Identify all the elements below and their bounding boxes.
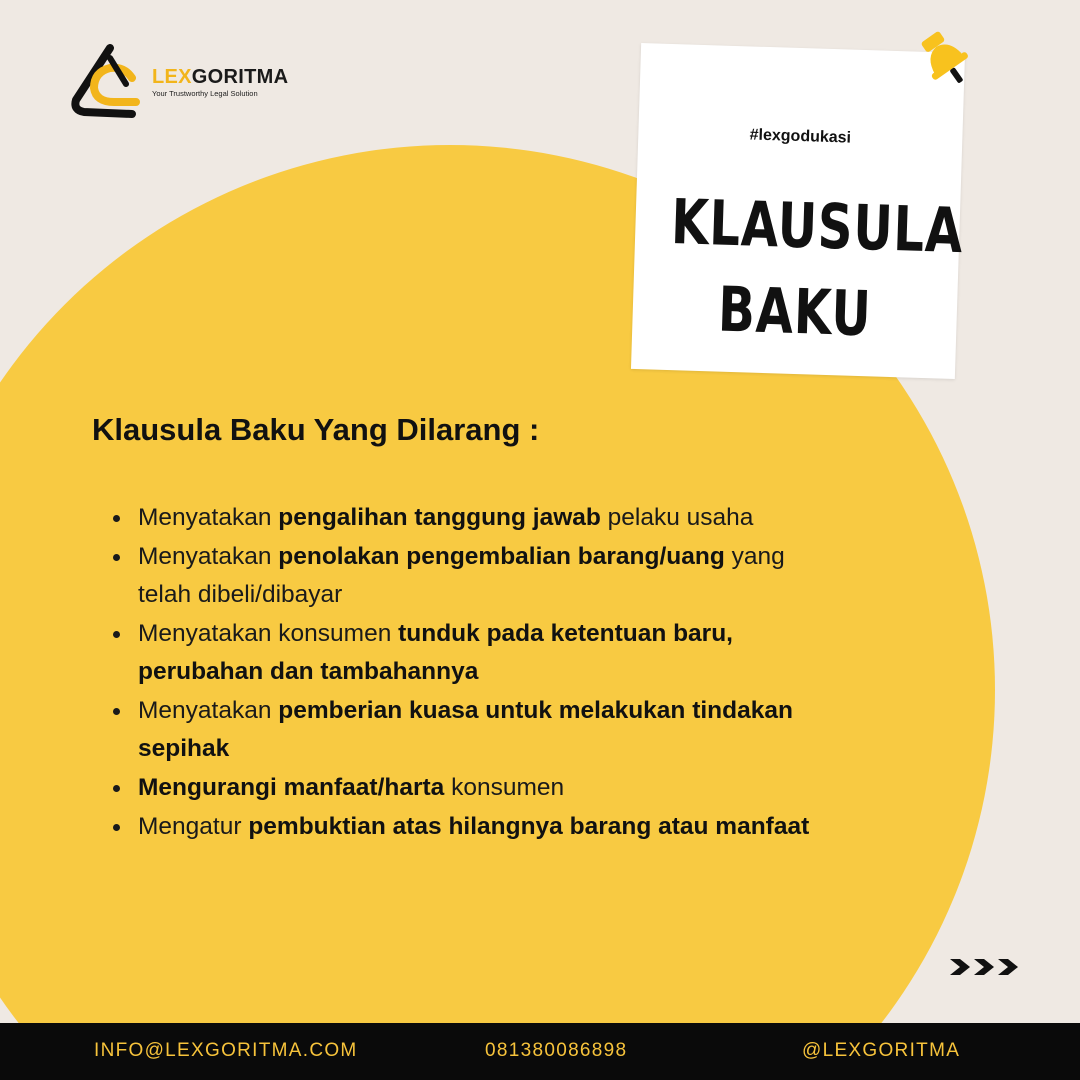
brand-logo — [70, 44, 300, 120]
list-item: Menyatakan konsumen tunduk pada ketentuan baru, perubahan dan tambahannya — [112, 615, 832, 691]
list-item: Menyatakan pemberian kuasa untuk melakukan tindakan sepihak — [112, 692, 832, 768]
title-note-card — [631, 43, 965, 379]
footer-email[interactable]: INFO@LEXGORITMA.COM — [94, 1040, 358, 1061]
list-item: Menyatakan penolakan pengembalian barang/uang yang telah dibeli/dibayar — [112, 538, 832, 614]
triple-chevron-right-icon[interactable] — [948, 957, 1022, 977]
pushpin-icon — [912, 28, 978, 90]
prohibited-clauses-list — [112, 499, 832, 847]
footer-social-handle[interactable]: @LEXGORITMA — [802, 1040, 961, 1061]
contact-footer — [0, 1023, 1080, 1080]
title-line-1: KLAUSULA — [670, 185, 965, 268]
section-heading: Klausula Baku Yang Dilarang : — [92, 412, 540, 447]
list-item: Mengurangi manfaat/harta konsumen — [112, 769, 832, 807]
hashtag-label: #lexgodukasi — [749, 126, 852, 147]
footer-phone[interactable]: 081380086898 — [485, 1040, 628, 1061]
list-item: Mengatur pembuktian atas hilangnya barang atau manfaat — [112, 808, 832, 846]
list-item: Menyatakan pengalihan tanggung jawab pelaku usaha — [112, 499, 832, 537]
title-line-2: BAKU — [717, 272, 873, 351]
brand-name: LEXGORITMA — [152, 66, 289, 88]
brand-tagline: Your Trustworthy Legal Solution — [152, 89, 258, 98]
logo-mark-icon — [70, 44, 148, 120]
